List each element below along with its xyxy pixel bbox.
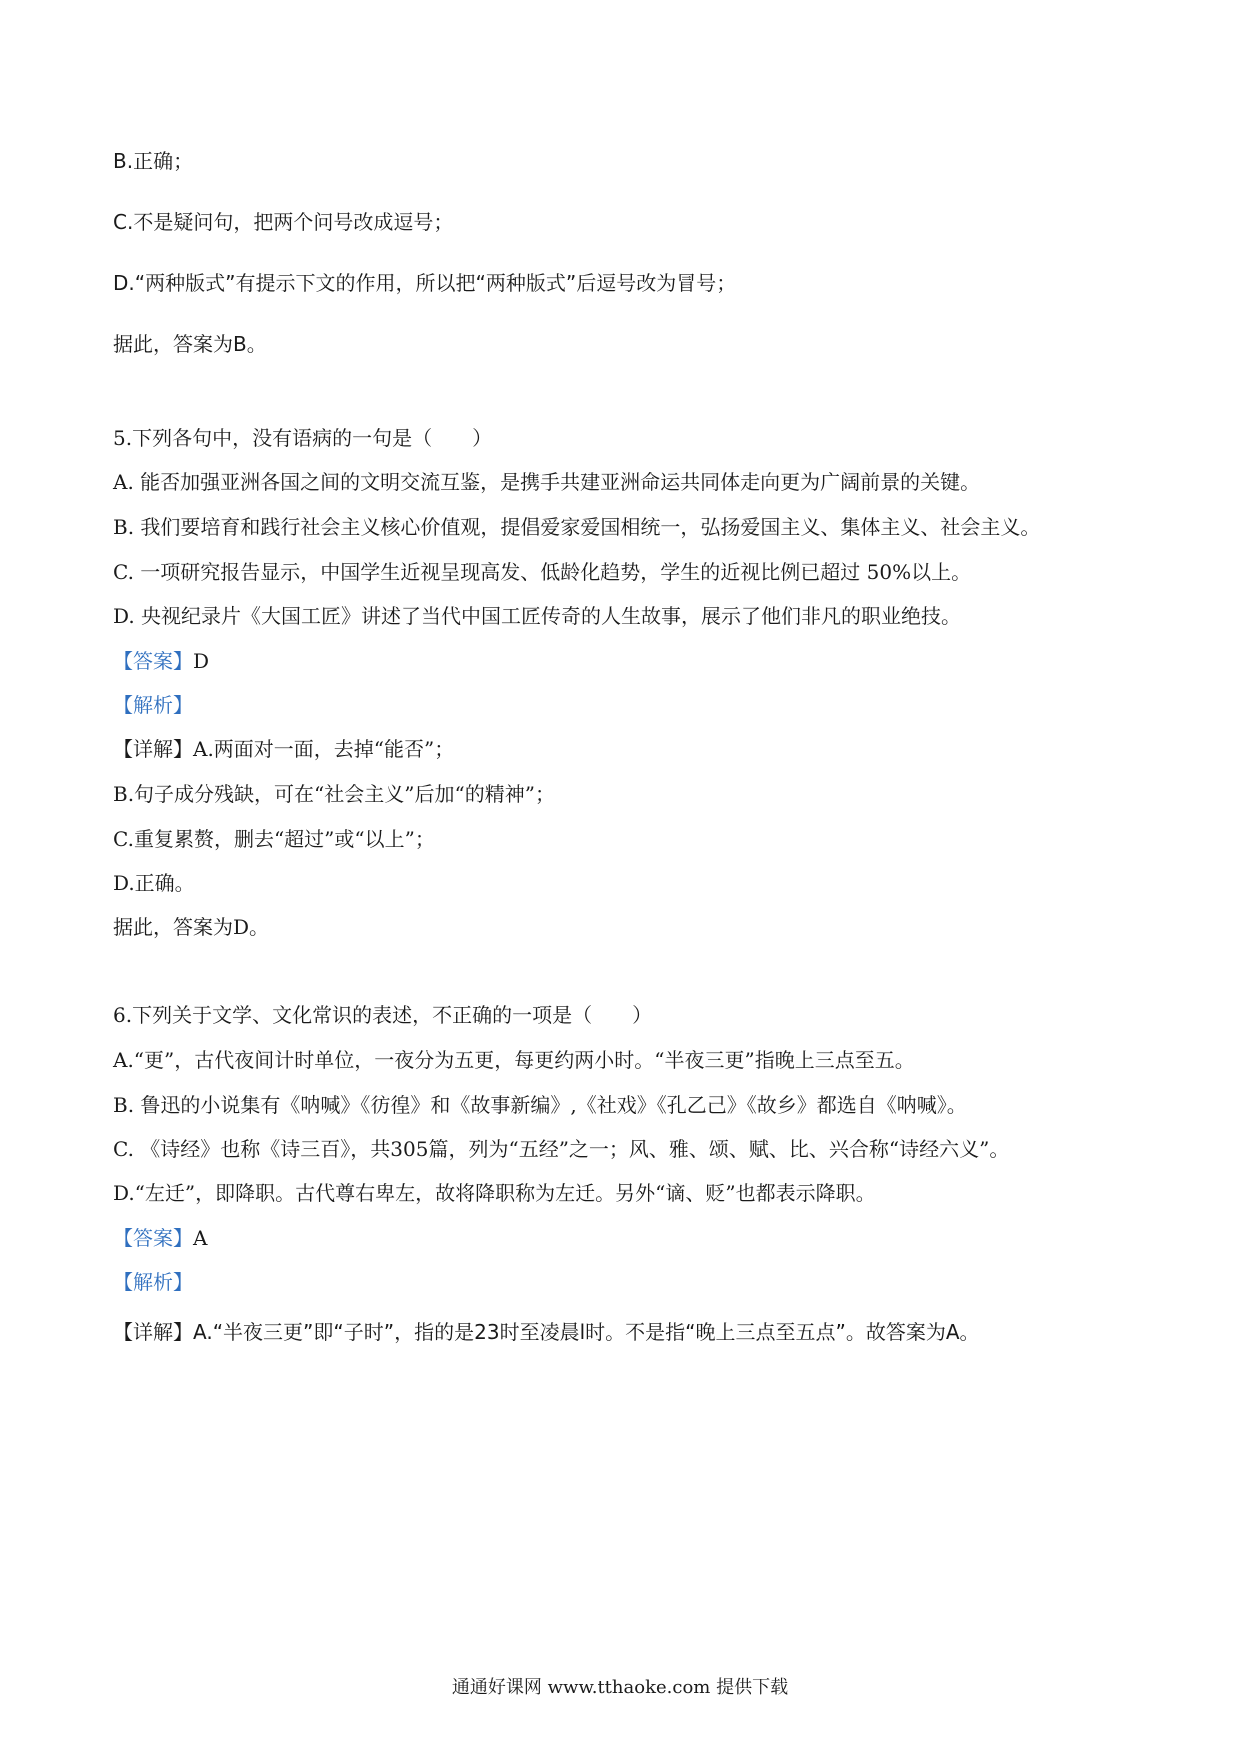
prev-option-b-explanation: B.正确；: [113, 149, 194, 173]
q5-option-a: A. 能否加强亚洲各国之间的文明交流互鉴，是携手共建亚洲命运共同体走向更为广阔前景的关键。: [113, 470, 981, 494]
q5-option-b: B. 我们要培育和践行社会主义核心价值观，提倡爱家爱国相统一，弘扬爱国主义、集体主义、社会主义。: [113, 515, 1041, 539]
page-footer: 通通好课网 www.tthaoke.com 提供下载: [451, 1677, 789, 1698]
q6-analysis-tag: 【解析】: [113, 1270, 193, 1294]
q5-option-d: D. 央视纪录片《大国工匠》讲述了当代中国工匠传奇的人生故事，展示了他们非凡的职业绝技。: [113, 604, 962, 628]
detail-tag: 【详解】: [113, 737, 193, 761]
q6-stem: 6.下列关于文学、文化常识的表述，不正确的一项是（ ）: [113, 1003, 653, 1027]
answer-tag: 【答案】: [113, 649, 193, 673]
q6-detail-text: A.“半夜三更”即“子时”，指的是23时至凌晨l时。不是指“晚上三点至五点”。故答案为A。: [193, 1320, 980, 1344]
q5-answer: [113, 647, 209, 675]
q6-detail: [113, 1318, 980, 1346]
q5-detail-b: B.句子成分残缺，可在“社会主义”后加“的精神”；: [113, 782, 555, 806]
q5-detail-c: C.重复累赘，删去“超过”或“以上”；: [113, 827, 435, 851]
q6-answer-value: A: [193, 1226, 208, 1250]
detail-tag: 【详解】: [113, 1320, 193, 1344]
q6-option-b: B. 鲁迅的小说集有《呐喊》《彷徨》和《故事新编》,《社戏》《孔乙己》《故乡》都选自《呐喊》。: [113, 1093, 967, 1117]
q5-analysis-tag: 【解析】: [113, 693, 193, 717]
q5-stem: 5.下列各句中，没有语病的一句是（ ）: [113, 426, 493, 450]
q5-detail-a: [113, 735, 454, 763]
q5-detail-a-text: A.两面对一面，去掉“能否”；: [193, 737, 455, 761]
q5-detail-d: D.正确。: [113, 871, 195, 895]
prev-option-c-explanation: C.不是疑问句，把两个问号改成逗号；: [113, 210, 454, 234]
q6-option-d: D.“左迁”，即降职。古代尊右卑左，故将降职称为左迁。另外“谪、贬”也都表示降职。: [113, 1181, 876, 1205]
q5-option-c: C. 一项研究报告显示，中国学生近视呈现高发、低龄化趋势，学生的近视比例已超过 50%以上。: [113, 560, 972, 584]
q6-answer: [113, 1224, 207, 1252]
q6-option-c: C. 《诗经》也称《诗三百》，共305篇，列为“五经”之一；风、雅、颂、赋、比、兴合称“诗经六义”。: [113, 1137, 1010, 1161]
q5-answer-value: D: [193, 649, 210, 673]
q6-option-a: A.“更”，古代夜间计时单位，一夜分为五更，每更约两小时。“半夜三更”指晚上三点至五。: [113, 1048, 915, 1072]
answer-tag: 【答案】: [113, 1226, 193, 1250]
prev-option-d-explanation: D.“两种版式”有提示下文的作用，所以把“两种版式”后逗号改为冒号；: [113, 271, 737, 295]
q5-conclusion: 据此，答案为D。: [113, 915, 270, 939]
prev-conclusion: 据此，答案为B。: [113, 332, 267, 356]
